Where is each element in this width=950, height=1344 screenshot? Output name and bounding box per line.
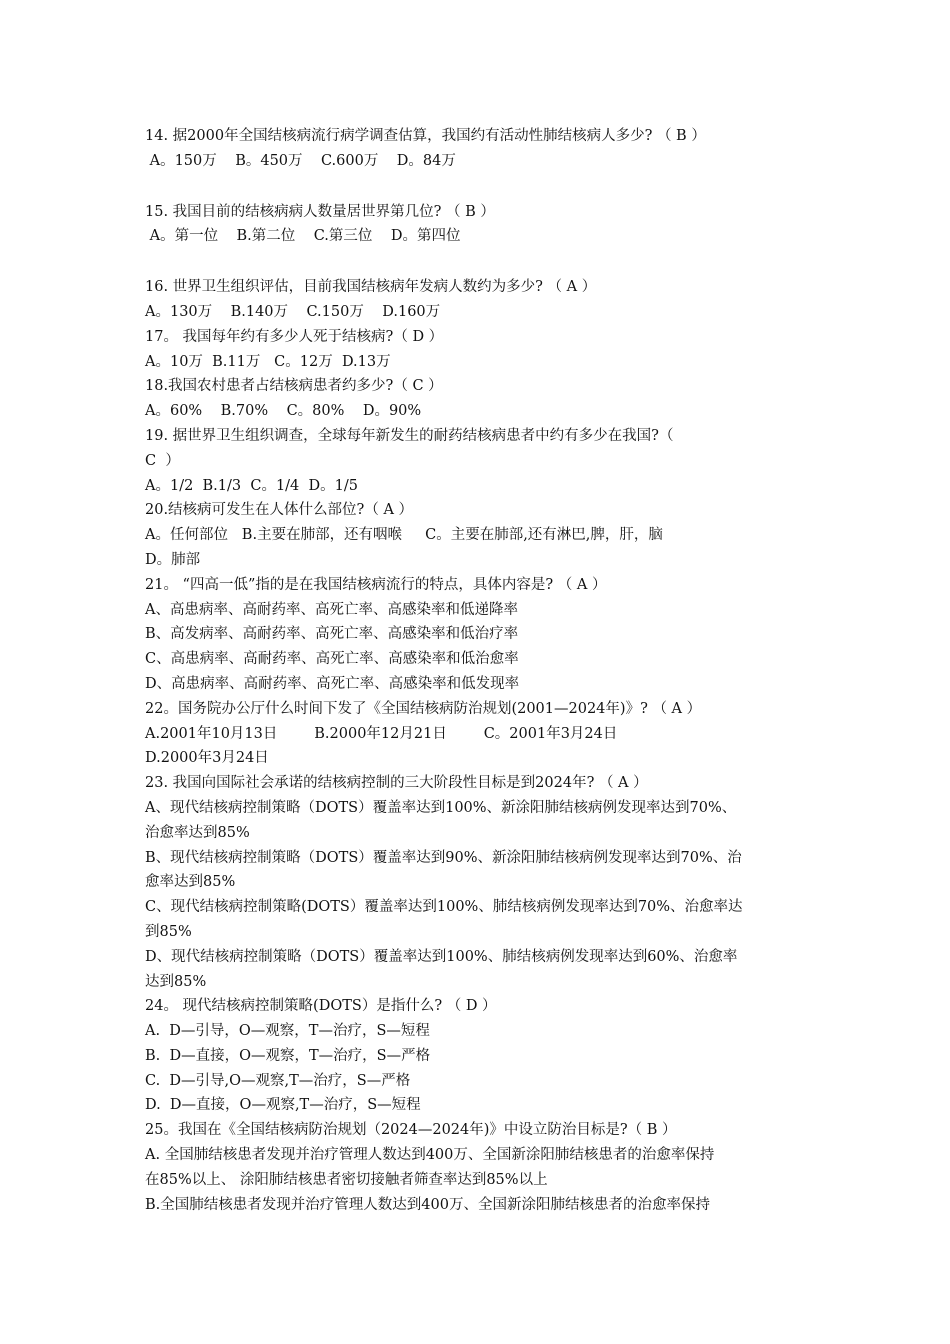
q24-option-d: D. D—直接，O—观察,T—治疗，S—短程: [145, 1097, 421, 1114]
q19-question-cont: C ）: [145, 452, 180, 469]
q24-question: 24。 现代结核病控制策略(DOTS）是指什么? （ D ）: [145, 998, 497, 1015]
q14-options: A。150万 B。450万 C.600万 D。84万: [145, 152, 456, 169]
q23-option-c-cont: 到85%: [145, 923, 192, 940]
q25-option-a-cont: 在85%以上、 涂阳肺结核患者密切接触者筛查率达到85%以上: [145, 1171, 548, 1188]
q22-options: A.2001年10月13日 B.2000年12月21日 C。2001年3月24日: [145, 725, 618, 742]
q19-question: 19. 据世界卫生组织调查，全球每年新发生的耐药结核病患者中约有多少在我国?（: [145, 427, 674, 444]
q23-option-c: C、现代结核病控制策略(DOTS）覆盖率达到100%、肺结核病例发现率达到70%、治愈率达: [145, 899, 743, 916]
q23-option-a-cont: 治愈率达到85%: [145, 824, 250, 841]
q23-option-d: D、现代结核病控制策略（DOTS）覆盖率达到100%、肺结核病例发现率达到60%、治愈率: [145, 948, 738, 965]
q19-options: A。1/2 B.1/3 C。1/4 D。1/5: [145, 477, 358, 494]
q15-options: A。第一位 B.第二位 C.第三位 D。第四位: [145, 228, 461, 245]
q24-option-b: B. D—直接，O—观察，T—治疗，S—严格: [145, 1047, 431, 1064]
q16-options: A。130万 B.140万 C.150万 D.160万: [145, 303, 441, 320]
q23-option-b: B、现代结核病控制策略（DOTS）覆盖率达到90%、新涂阳肺结核病例发现率达到70%、治: [145, 849, 742, 866]
q20-question: 20.结核病可发生在人体什么部位?（ A ）: [145, 502, 414, 519]
q25-question: 25。我国在《全国结核病防治规划（2024—2024年)》中设立防治目标是?（ B ）: [145, 1122, 677, 1139]
q18-options: A。60% B.70% C。80% D。90%: [145, 403, 422, 420]
q25-option-a: A. 全国肺结核患者发现并治疗管理人数达到400万、全国新涂阳肺结核患者的治愈率保持: [145, 1147, 715, 1164]
document-page: [145, 124, 820, 1217]
q21-question: 21。 “四高一低”指的是在我国结核病流行的特点，具体内容是? （ A ）: [145, 576, 607, 593]
q24-option-a: A. D—引导，O—观察，T—治疗，S—短程: [145, 1023, 430, 1040]
q20-options: A。任何部位 B.主要在肺部，还有咽喉 C。主要在肺部,还有淋巴,脾，肝，脑: [145, 527, 663, 544]
q23-question: 23. 我国向国际社会承诺的结核病控制的三大阶段性目标是到2024年? （ A ）: [145, 775, 648, 792]
q24-option-c: C. D—引导,O—观察,T—治疗，S—严格: [145, 1072, 411, 1089]
q21-option-d: D、高患病率、高耐药率、高死亡率、高感染率和低发现率: [145, 675, 520, 692]
q22-question: 22。国务院办公厅什么时间下发了《全国结核病防治规划(2001—2024年)》? （ A ）: [145, 700, 702, 717]
q23-option-d-cont: 达到85%: [145, 973, 207, 990]
q21-option-a: A、高患病率、高耐药率、高死亡率、高感染率和低递降率: [145, 601, 518, 618]
q23-option-b-cont: 愈率达到85%: [145, 874, 236, 891]
spacer: [145, 249, 820, 275]
q15-question: 15. 我国目前的结核病病人数量居世界第几位? （ B ）: [145, 203, 495, 220]
spacer: [145, 174, 820, 200]
q14-question: 14. 据2000年全国结核病流行病学调查估算，我国约有活动性肺结核病人多少? （ B ）: [145, 128, 706, 144]
q20-options-cont: D。肺部: [145, 551, 201, 568]
q17-options: A。10万 B.11万 C。12万 D.13万: [145, 353, 391, 370]
q16-question: 16. 世界卫生组织评估，目前我国结核病年发病人数约为多少? （ A ）: [145, 279, 597, 296]
q17-question: 17。 我国每年约有多少人死于结核病?（ D ）: [145, 328, 444, 345]
q22-options-cont: D.2000年3月24日: [145, 750, 269, 767]
q25-option-b: B.全国肺结核患者发现并治疗管理人数达到400万、全国新涂阳肺结核患者的治愈率保持: [145, 1196, 710, 1213]
q21-option-c: C、高患病率、高耐药率、高死亡率、高感染率和低治愈率: [145, 651, 519, 668]
q23-option-a: A、现代结核病控制策略（DOTS）覆盖率达到100%、新涂阳肺结核病例发现率达到70%、: [145, 799, 737, 816]
q18-question: 18.我国农村患者占结核病患者约多少?（ C ）: [145, 378, 443, 395]
q21-option-b: B、高发病率、高耐药率、高死亡率、高感染率和低治疗率: [145, 626, 519, 643]
